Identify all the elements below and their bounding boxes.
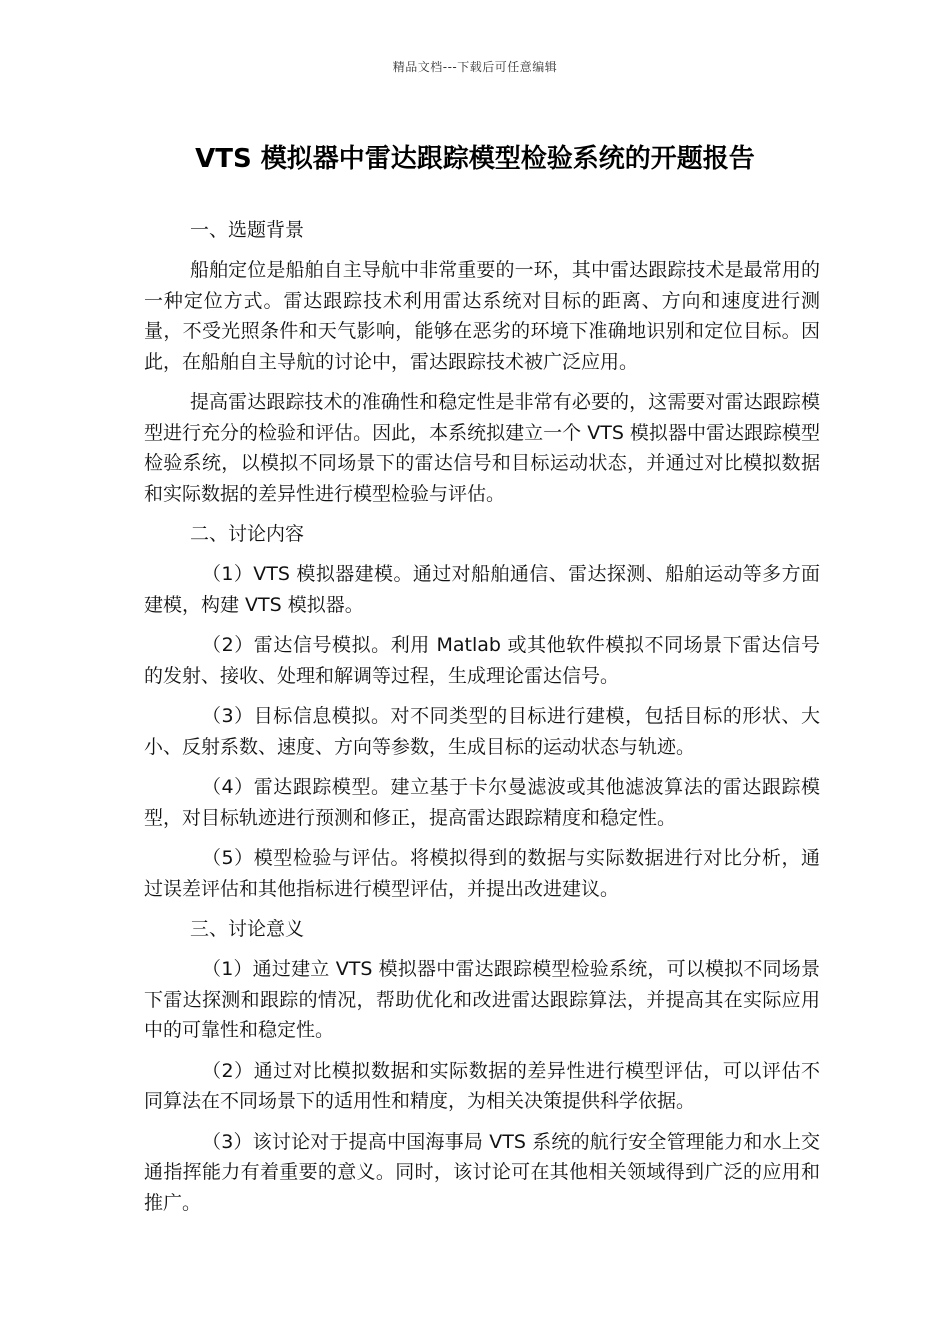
list-item: （3）目标信息模拟。对不同类型的目标进行建模，包括目标的形状、大小、反射系数、速度、方向等参数，生成目标的运动状态与轨迹。 <box>144 705 820 758</box>
header-note: 精品文档---下载后可任意编辑 <box>392 60 558 74</box>
list-item: （2）雷达信号模拟。利用 Matlab 或其他软件模拟不同场景下雷达信号的发射、接收、处理和解调等过程，生成理论雷达信号。 <box>144 634 820 687</box>
section-content <box>144 519 820 904</box>
paragraph: 船舶定位是船舶自主导航中非常重要的一环，其中雷达跟踪技术是最常用的一种定位方式。雷达跟踪技术利用雷达系统对目标的距离、方向和速度进行测量，不受光照条件和天气影响，能够在恶劣的环境下准确地识别和定位目标。因此，在船舶自主导航的讨论中，雷达跟踪技术被广泛应用。 <box>144 259 820 373</box>
list-item: （4）雷达跟踪模型。建立基于卡尔曼滤波或其他滤波算法的雷达跟踪模型，对目标轨迹进行预测和修正，提高雷达跟踪精度和稳定性。 <box>144 776 820 829</box>
list-item: （3）该讨论对于提高中国海事局 VTS 系统的航行安全管理能力和水上交通指挥能力有着重要的意义。同时，该讨论可在其他相关领域得到广泛的应用和推广。 <box>144 1130 820 1214</box>
paragraph: 提高雷达跟踪技术的准确性和稳定性是非常有必要的，这需要对雷达跟踪模型进行充分的检验和评估。因此，本系统拟建立一个 VTS 模拟器中雷达跟踪模型检验系统，以模拟不同场景下的雷达信号和目标运动状态，并通过对比模拟数据和实际数据的差异性进行模型检验与评估。 <box>144 391 820 505</box>
list-item: （1）通过建立 VTS 模拟器中雷达跟踪模型检验系统，可以模拟不同场景下雷达探测和跟踪的情况，帮助优化和改进雷达跟踪算法，并提高其在实际应用中的可靠性和稳定性。 <box>144 958 820 1041</box>
list-item: （1）VTS 模拟器建模。通过对船舶通信、雷达探测、船舶运动等多方面建模，构建 VTS 模拟器。 <box>144 563 820 616</box>
section-heading: 一、选题背景 <box>190 219 305 241</box>
list-item: （5）模型检验与评估。将模拟得到的数据与实际数据进行对比分析，通过误差评估和其他指标进行模型评估，并提出改进建议。 <box>144 847 820 900</box>
section-significance <box>144 914 820 1218</box>
section-heading: 二、讨论内容 <box>190 523 305 545</box>
document-body <box>144 215 820 1228</box>
list-item: （2）通过对比模拟数据和实际数据的差异性进行模型评估，可以评估不同算法在不同场景下的适用性和精度，为相关决策提供科学依据。 <box>144 1059 820 1112</box>
document-title: VTS 模拟器中雷达跟踪模型检验系统的开题报告 <box>195 144 755 174</box>
section-background <box>144 215 820 509</box>
section-heading: 三、讨论意义 <box>190 918 305 940</box>
